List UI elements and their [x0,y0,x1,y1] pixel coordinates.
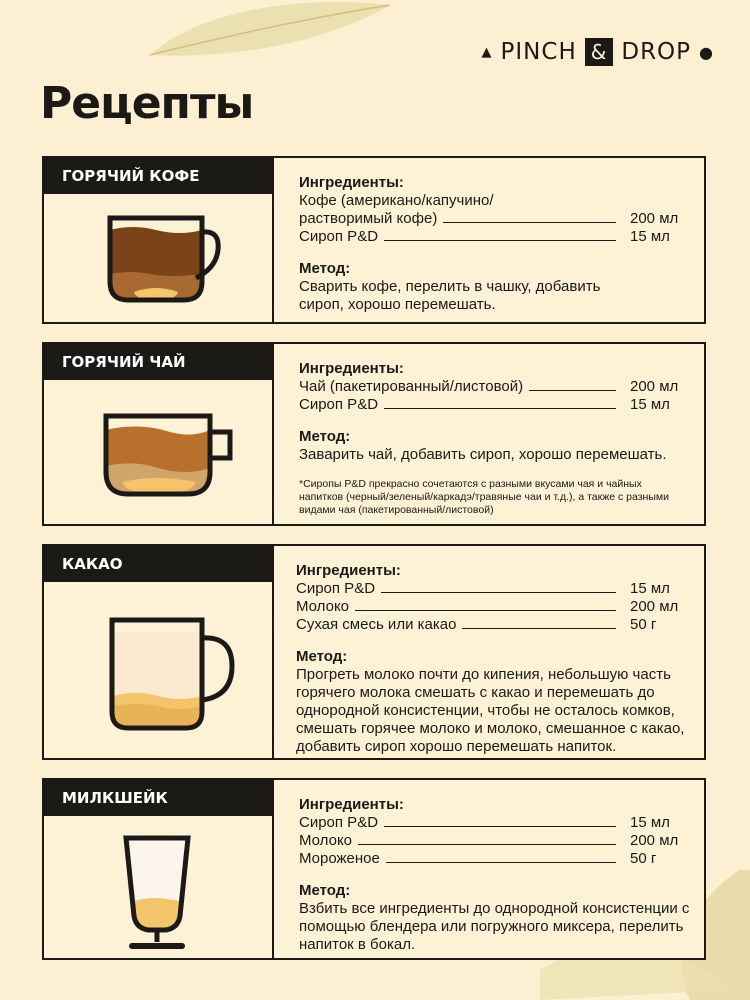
recipe-text [299,174,688,314]
leader-line [384,408,616,409]
page-title: Рецепты [40,78,254,129]
footnote: *Сиропы P&D прекрасно сочетаются с разными вкусами чая и чайных напитков (черный/зеленый/каркадэ/травяные чаи и т.д.), а также с разными видами чая (пакетированный/листовой) [299,478,669,516]
recipe-tag: ГОРЯЧИЙ ЧАЙ [44,344,272,380]
recipe-card-tea [42,342,706,526]
brand-logo [482,38,714,66]
ingredients-heading: Ингредиенты: [299,360,404,377]
recipe-illustration-panel [44,780,274,958]
dot-icon: ● [699,42,714,62]
leader-line [462,628,616,629]
brand-ampersand: & [585,38,614,66]
ingredient-name: Сироп P&D [299,396,379,413]
ingredients-heading: Ингредиенты: [299,174,404,191]
cocoa-mug-icon [108,616,238,732]
method-text: Прогреть молоко почти до кипения, небольшую часть горячего молока смешать с какао и перемешать до однородной консистенции, чтобы не осталось комков, смешать горячее молоко и молоко, смешанное с какао, добавить сироп хорошо перемешать напиток. [296,666,685,755]
leader-line [386,862,616,863]
recipe-text [296,562,688,756]
ingredient-amount: 15 мл [630,814,670,831]
recipe-illustration-panel [44,546,274,758]
leader-line [384,240,616,241]
ingredient-amount: 200 мл [630,832,679,849]
leader-line [358,844,616,845]
ingredient-name: растворимый кофе) [299,210,438,227]
method-heading: Метод: [299,428,351,445]
ingredients-heading: Ингредиенты: [299,796,404,813]
ingredient-amount: 50 г [630,616,657,633]
ingredient-row [299,832,688,850]
ingredient-name-prefix: Кофе (американо/капучино/ [299,192,494,209]
leader-line [529,390,616,391]
ingredient-name: Чай (пакетированный/листовой) [299,378,524,395]
tea-cup-icon [100,410,240,500]
leader-line [443,222,616,223]
ingredient-row [296,580,688,598]
method-heading: Метод: [296,648,348,665]
recipe-tag: КАКАО [44,546,272,582]
ingredient-row [299,850,688,868]
leaf-top-decoration [140,0,400,60]
recipe-illustration-panel [44,344,274,524]
milkshake-glass-icon [122,832,192,952]
brand-word-pinch: PINCH [500,39,577,65]
ingredient-amount: 200 мл [630,598,679,615]
ingredient-row [296,616,688,634]
ingredient-name: Молоко [299,832,353,849]
ingredient-amount: 200 мл [630,378,679,395]
recipe-text [299,360,688,517]
recipe-tag: ГОРЯЧИЙ КОФЕ [44,158,272,194]
recipe-text [299,796,688,954]
ingredient-name: Сухая смесь или какао [296,616,457,633]
ingredient-amount: 15 мл [630,396,670,413]
leader-line [384,826,616,827]
ingredient-amount: 15 мл [630,228,670,245]
ingredient-amount: 15 мл [630,580,670,597]
ingredient-row [299,228,688,246]
ingredient-row [296,598,688,616]
method-text: Взбить все ингредиенты до однородной консистенции с помощью блендера или погружного миксера, перелить напиток в бокал. [299,900,690,953]
ingredient-row [299,396,688,414]
ingredient-name: Сироп P&D [299,228,379,245]
ingredient-name: Мороженое [299,850,380,867]
triangle-icon: ▲ [481,44,493,60]
method-text: Заварить чай, добавить сироп, хорошо перемешать. [299,446,667,463]
ingredient-amount: 50 г [630,850,657,867]
ingredient-name: Сироп P&D [296,580,376,597]
recipe-card-cocoa [42,544,706,760]
leader-line [381,592,616,593]
ingredients-heading: Ингредиенты: [296,562,401,579]
method-heading: Метод: [299,260,351,277]
method-text: Сварить кофе, перелить в чашку, добавить сироп, хорошо перемешать. [299,278,601,313]
recipe-card-milkshake [42,778,706,960]
leader-line [355,610,616,611]
ingredient-name: Сироп P&D [299,814,379,831]
ingredient-row [299,814,688,832]
ingredient-amount: 200 мл [630,210,679,227]
ingredient-name: Молоко [296,598,350,615]
ingredient-row [299,210,688,228]
recipe-illustration-panel [44,158,274,322]
brand-word-drop: DROP [621,39,692,65]
recipe-card-coffee [42,156,706,324]
method-heading: Метод: [299,882,351,899]
coffee-cup-icon [104,212,224,308]
ingredient-row [299,378,688,396]
recipe-tag: МИЛКШЕЙК [44,780,272,816]
